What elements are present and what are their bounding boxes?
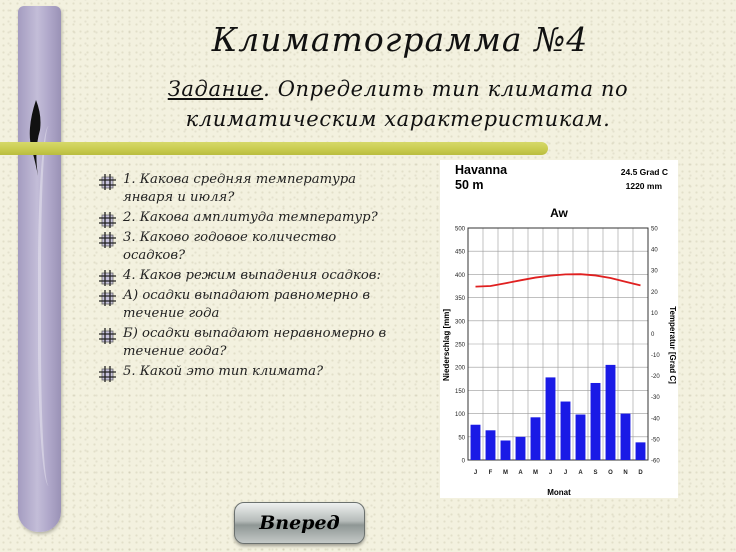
y-tick-label-right: 0 bbox=[651, 331, 655, 338]
question-text: 2. Какова амплитуда температур? bbox=[123, 210, 378, 225]
precipitation-bar bbox=[621, 414, 631, 460]
y-tick-label-right: -60 bbox=[651, 458, 660, 465]
y-tick-label-left: 150 bbox=[454, 388, 465, 395]
decorative-scroll-bar bbox=[18, 6, 61, 532]
climate-chart-svg bbox=[440, 160, 678, 498]
x-tick-label: A bbox=[518, 470, 523, 476]
hatched-square-bullet-icon bbox=[98, 326, 117, 345]
y-tick-label-right: 30 bbox=[651, 268, 658, 275]
precipitation-bar bbox=[516, 437, 526, 460]
list-item bbox=[98, 267, 388, 285]
annual-precipitation: 1220 mm bbox=[625, 181, 662, 191]
mean-temperature: 24.5 Grad C bbox=[620, 167, 668, 177]
y-tick-label-left: 300 bbox=[454, 319, 465, 326]
precipitation-bar bbox=[486, 430, 496, 460]
precipitation-bar bbox=[591, 383, 601, 460]
task-text: . Определить тип климата по климатическим характеристикам. bbox=[185, 77, 629, 131]
y-tick-label-left: 250 bbox=[454, 342, 465, 349]
hatched-square-bullet-icon bbox=[98, 268, 117, 287]
hatched-square-bullet-icon bbox=[98, 230, 117, 249]
question-text: 1. Какова средняя температура января и июля? bbox=[123, 172, 357, 205]
task-statement bbox=[88, 74, 708, 134]
precipitation-bar bbox=[606, 365, 616, 460]
hatched-square-bullet-icon bbox=[98, 210, 117, 229]
slide-title: Климатограмма №4 bbox=[211, 20, 589, 59]
y-axis-label-right: Temperatur [Grad C] bbox=[668, 306, 677, 384]
y-tick-label-left: 500 bbox=[454, 226, 465, 233]
question-text: А) осадки выпадают равномерно в течение года bbox=[123, 288, 371, 321]
list-item bbox=[98, 363, 388, 381]
y-tick-label-right: -10 bbox=[651, 353, 660, 360]
x-axis-label: Monat bbox=[547, 488, 571, 497]
scroll-tip-icon bbox=[18, 90, 61, 180]
hatched-square-bullet-icon bbox=[98, 172, 117, 191]
precipitation-bar bbox=[471, 425, 481, 460]
x-tick-label: S bbox=[593, 470, 598, 476]
task-label: Задание bbox=[167, 77, 264, 101]
precipitation-bar bbox=[576, 415, 586, 460]
next-button[interactable]: Вперед bbox=[234, 502, 365, 544]
question-text: 5. Какой это тип климата? bbox=[123, 364, 324, 379]
y-tick-label-left: 200 bbox=[454, 365, 465, 372]
y-tick-label-right: -20 bbox=[651, 374, 660, 381]
x-tick-label: J bbox=[548, 470, 553, 476]
y-tick-label-right: -30 bbox=[651, 395, 660, 402]
station-elevation: 50 m bbox=[455, 178, 484, 192]
y-tick-label-left: 100 bbox=[454, 412, 465, 419]
scroll-curl bbox=[38, 126, 65, 486]
question-list bbox=[98, 171, 388, 383]
precipitation-bar bbox=[501, 441, 511, 460]
decorative-stripe bbox=[0, 142, 548, 155]
y-tick-label-left: 350 bbox=[454, 296, 465, 303]
y-tick-label-right: 10 bbox=[651, 310, 658, 317]
y-tick-label-left: 450 bbox=[454, 249, 465, 256]
precipitation-bar bbox=[546, 377, 556, 460]
x-tick-label: J bbox=[473, 470, 478, 476]
question-text: 3. Каково годовое количество осадков? bbox=[123, 230, 337, 263]
list-item bbox=[98, 171, 388, 207]
y-tick-label-right: 40 bbox=[651, 247, 658, 254]
station-name: Havanna bbox=[455, 163, 508, 177]
question-text: Б) осадки выпадают неравномерно в течение года? bbox=[123, 326, 387, 359]
climate-chart bbox=[440, 160, 678, 498]
climate-class: Aw bbox=[550, 206, 568, 220]
x-tick-label: N bbox=[623, 470, 628, 476]
question-text: 4. Каков режим выпадения осадков: bbox=[123, 268, 381, 283]
hatched-square-bullet-icon bbox=[98, 364, 117, 383]
list-item bbox=[98, 229, 388, 265]
precipitation-bar bbox=[561, 402, 571, 460]
x-tick-label: F bbox=[488, 470, 493, 476]
x-tick-label: D bbox=[638, 470, 643, 476]
hatched-square-bullet-icon bbox=[98, 288, 117, 307]
y-tick-label-right: 20 bbox=[651, 289, 658, 296]
y-tick-label-left: 400 bbox=[454, 272, 465, 279]
y-tick-label-left: 0 bbox=[461, 458, 465, 465]
list-item bbox=[98, 287, 388, 323]
x-tick-label: M bbox=[533, 470, 538, 476]
list-item bbox=[98, 325, 388, 361]
precipitation-bar bbox=[531, 417, 541, 460]
y-tick-label-left: 50 bbox=[458, 435, 465, 442]
y-tick-label-right: -40 bbox=[651, 416, 660, 423]
x-tick-label: A bbox=[578, 470, 583, 476]
y-tick-label-right: -50 bbox=[651, 437, 660, 444]
x-tick-label: M bbox=[503, 470, 508, 476]
x-tick-label: O bbox=[608, 470, 613, 476]
list-item bbox=[98, 209, 388, 227]
y-tick-label-right: 50 bbox=[651, 226, 658, 233]
precipitation-bar bbox=[636, 442, 646, 460]
x-tick-label: J bbox=[563, 470, 568, 476]
y-axis-label-left: Niederschlag [mm] bbox=[442, 308, 451, 382]
